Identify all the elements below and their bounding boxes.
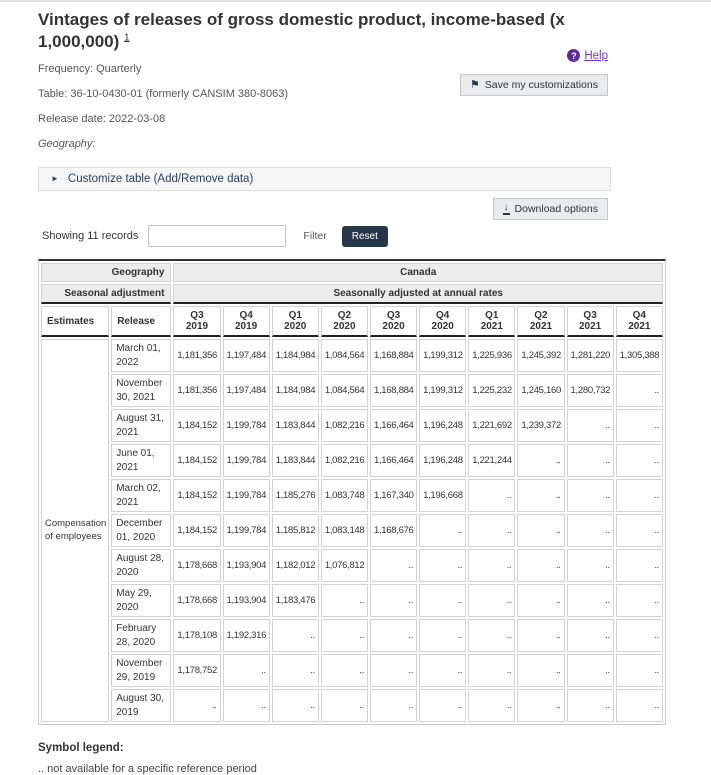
- value-cell: ..: [517, 444, 564, 477]
- value-cell: ..: [468, 619, 515, 652]
- quarter-column-header: Q4 2021: [616, 306, 663, 337]
- value-cell: 1,183,844: [272, 444, 319, 477]
- value-cell: ..: [272, 689, 319, 722]
- quarter-column-header: Q1 2021: [468, 306, 515, 337]
- value-cell: 1,221,244: [468, 444, 515, 477]
- table-body: [41, 339, 663, 722]
- value-cell: ..: [468, 549, 515, 582]
- save-customizations-label: Save my customizations: [484, 79, 598, 91]
- value-cell: 1,168,884: [370, 339, 417, 372]
- value-cell: ..: [616, 514, 663, 547]
- frequency-text: Frequency: Quarterly: [38, 63, 142, 76]
- table-row: [41, 689, 663, 722]
- value-cell: ..: [616, 689, 663, 722]
- value-cell: 1,196,248: [419, 444, 466, 477]
- value-cell: ..: [616, 619, 663, 652]
- value-cell: ..: [616, 444, 663, 477]
- bookmark-icon: ⚑: [469, 78, 480, 91]
- value-cell: ..: [419, 584, 466, 617]
- table-row: [41, 654, 663, 687]
- release-date-cell: August 28, 2020: [111, 549, 171, 582]
- value-cell: 1,199,784: [223, 479, 270, 512]
- help-link[interactable]: [567, 49, 608, 62]
- value-cell: ..: [321, 654, 368, 687]
- value-cell: ..: [419, 689, 466, 722]
- value-cell: 1,184,152: [173, 514, 220, 547]
- value-cell: ..: [419, 654, 466, 687]
- value-cell: ..: [272, 654, 319, 687]
- value-cell: 1,245,160: [517, 374, 564, 407]
- value-cell: ..: [419, 514, 466, 547]
- value-cell: 1,199,312: [419, 339, 466, 372]
- value-cell: 1,178,668: [173, 549, 220, 582]
- quarter-column-header: Q2 2020: [321, 306, 368, 337]
- seasonal-header-cell: Seasonal adjustment: [41, 284, 171, 304]
- value-cell: ..: [468, 654, 515, 687]
- value-cell: ..: [567, 444, 614, 477]
- value-cell: ..: [419, 549, 466, 582]
- value-cell: ..: [370, 619, 417, 652]
- value-cell: ..: [517, 549, 564, 582]
- help-icon: ?: [567, 49, 580, 62]
- value-cell: ..: [517, 619, 564, 652]
- value-cell: 1,168,676: [370, 514, 417, 547]
- value-cell: ..: [419, 619, 466, 652]
- value-cell: 1,076,812: [321, 549, 368, 582]
- value-cell: 1,184,152: [173, 409, 220, 442]
- value-cell: 1,199,784: [223, 514, 270, 547]
- quarter-column-header: Q1 2020: [272, 306, 319, 337]
- value-cell: ..: [567, 479, 614, 512]
- value-cell: ..: [567, 619, 614, 652]
- value-cell: 1,083,748: [321, 479, 368, 512]
- value-cell: ..: [616, 654, 663, 687]
- value-cell: 1,225,936: [468, 339, 515, 372]
- quarter-column-header: Q4 2019: [223, 306, 270, 337]
- release-date-cell: August 31, 2021: [111, 409, 171, 442]
- value-cell: 1,178,108: [173, 619, 220, 652]
- release-date-cell: March 01, 2022: [111, 339, 171, 372]
- reset-button[interactable]: Reset: [342, 226, 388, 247]
- value-cell: 1,193,904: [223, 584, 270, 617]
- value-cell: 1,084,564: [321, 339, 368, 372]
- value-cell: 1,185,812: [272, 514, 319, 547]
- customize-table-label: Customize table (Add/Remove data): [67, 173, 254, 186]
- value-cell: ..: [370, 549, 417, 582]
- value-cell: ..: [567, 514, 614, 547]
- value-cell: ..: [567, 654, 614, 687]
- table-row: [41, 584, 663, 617]
- expand-triangle-icon: ►: [51, 174, 59, 184]
- release-column-header: Release: [111, 306, 171, 337]
- value-cell: ..: [517, 584, 564, 617]
- release-date-cell: August 30, 2019: [111, 689, 171, 722]
- filter-button[interactable]: Filter: [297, 229, 332, 243]
- release-date-cell: November 29, 2019: [111, 654, 171, 687]
- release-date-cell: June 01, 2021: [111, 444, 171, 477]
- seasonal-adjustment-row: [41, 284, 663, 304]
- value-cell: ..: [272, 619, 319, 652]
- value-cell: ..: [468, 514, 515, 547]
- value-cell: ..: [468, 479, 515, 512]
- value-cell: 1,197,484: [223, 339, 270, 372]
- value-cell: ..: [567, 409, 614, 442]
- table-row: [41, 339, 663, 372]
- value-cell: 1,196,248: [419, 409, 466, 442]
- value-cell: ..: [321, 689, 368, 722]
- value-cell: 1,184,152: [173, 479, 220, 512]
- value-cell: 1,178,752: [173, 654, 220, 687]
- release-date-cell: February 28, 2020: [111, 619, 171, 652]
- release-date-text: Release date: 2022-03-08: [38, 113, 166, 126]
- table-row: [41, 444, 663, 477]
- page-title-text: Vintages of releases of gross domestic product, income-based (x 1,000,000): [38, 10, 565, 52]
- table-row: [41, 619, 663, 652]
- value-cell: 1,168,884: [370, 374, 417, 407]
- value-cell: ..: [321, 619, 368, 652]
- table-row: [41, 409, 663, 442]
- value-cell: 1,245,392: [517, 339, 564, 372]
- quarter-column-header: Q3 2021: [567, 306, 614, 337]
- value-cell: ..: [468, 689, 515, 722]
- customize-table-accordion[interactable]: [38, 167, 611, 191]
- value-cell: 1,181,356: [173, 374, 220, 407]
- value-cell: 1,199,312: [419, 374, 466, 407]
- value-cell: 1,196,668: [419, 479, 466, 512]
- value-cell: ..: [370, 584, 417, 617]
- value-cell: ..: [616, 549, 663, 582]
- value-cell: ..: [517, 479, 564, 512]
- vintages-table: [38, 259, 666, 725]
- quarter-column-header: Q2 2021: [517, 306, 564, 337]
- value-cell: 1,178,668: [173, 584, 220, 617]
- value-cell: ..: [370, 689, 417, 722]
- footnote-link[interactable]: 1: [124, 32, 130, 44]
- help-label: Help: [584, 49, 608, 62]
- value-cell: 1,193,904: [223, 549, 270, 582]
- value-cell: 1,184,984: [272, 339, 319, 372]
- value-cell: 1,083,148: [321, 514, 368, 547]
- symbol-legend-item: .. not available for a specific reference period: [38, 763, 257, 775]
- quarter-column-header: Q4 2020: [419, 306, 466, 337]
- symbol-legend: [38, 742, 711, 775]
- table-row: [41, 479, 663, 512]
- estimates-column-header: Estimates: [41, 306, 109, 337]
- value-cell: ..: [616, 479, 663, 512]
- value-cell: ..: [370, 654, 417, 687]
- value-cell: 1,184,152: [173, 444, 220, 477]
- filter-row: [42, 223, 711, 249]
- value-cell: 1,084,564: [321, 374, 368, 407]
- download-row: [38, 197, 608, 221]
- value-cell: 1,183,844: [272, 409, 319, 442]
- value-cell: ..: [517, 514, 564, 547]
- value-cell: 1,167,340: [370, 479, 417, 512]
- value-cell: 1,199,784: [223, 409, 270, 442]
- download-icon: ↓: [503, 202, 509, 214]
- value-cell: 1,166,464: [370, 409, 417, 442]
- value-cell: 1,181,356: [173, 339, 220, 372]
- column-header-row: [41, 306, 663, 337]
- value-cell: ..: [616, 409, 663, 442]
- value-cell: ..: [223, 689, 270, 722]
- release-date-cell: May 29, 2020: [111, 584, 171, 617]
- symbol-legend-title: Symbol legend:: [38, 742, 124, 755]
- value-cell: 1,281,220: [567, 339, 614, 372]
- value-cell: 1,199,784: [223, 444, 270, 477]
- release-date-cell: December 01, 2020: [111, 514, 171, 547]
- table-row: [41, 549, 663, 582]
- value-cell: ..: [517, 654, 564, 687]
- value-cell: 1,239,372: [517, 409, 564, 442]
- value-cell: ..: [567, 549, 614, 582]
- geography-value-cell: Canada: [173, 263, 663, 282]
- value-cell: ..: [223, 654, 270, 687]
- value-cell: ..: [567, 584, 614, 617]
- release-date-cell: November 30, 2021: [111, 374, 171, 407]
- value-cell: 1,082,216: [321, 409, 368, 442]
- value-cell: 1,225,232: [468, 374, 515, 407]
- value-cell: 1,183,476: [272, 584, 319, 617]
- value-cell: 1,192,316: [223, 619, 270, 652]
- table-row: [41, 374, 663, 407]
- quarter-column-header: Q3 2020: [370, 306, 417, 337]
- value-cell: 1,197,484: [223, 374, 270, 407]
- value-cell: 1,166,464: [370, 444, 417, 477]
- value-cell: 1,305,388: [616, 339, 663, 372]
- value-cell: ..: [173, 689, 220, 722]
- value-cell: ..: [468, 584, 515, 617]
- value-cell: ..: [517, 689, 564, 722]
- quarter-column-header: Q3 2019: [173, 306, 220, 337]
- value-cell: ..: [616, 584, 663, 617]
- value-cell: 1,280,732: [567, 374, 614, 407]
- geography-header-cell: Geography: [41, 263, 171, 282]
- seasonal-value-cell: Seasonally adjusted at annual rates: [173, 284, 663, 304]
- geography-label: Geography:: [38, 138, 96, 151]
- estimate-name-cell: Compensation of employees: [41, 339, 109, 722]
- page-title: [38, 9, 623, 53]
- table-number-text: Table: 36-10-0430-01 (formerly CANSIM 380-8063): [38, 88, 289, 101]
- value-cell: ..: [567, 689, 614, 722]
- download-options-label: Download options: [514, 203, 598, 216]
- value-cell: ..: [616, 374, 663, 407]
- value-cell: 1,185,276: [272, 479, 319, 512]
- geography-header-row: [41, 263, 663, 282]
- value-cell: 1,182,012: [272, 549, 319, 582]
- value-cell: 1,184,984: [272, 374, 319, 407]
- value-cell: 1,221,692: [468, 409, 515, 442]
- value-cell: ..: [321, 584, 368, 617]
- release-date-cell: March 02, 2021: [111, 479, 171, 512]
- value-cell: 1,082,216: [321, 444, 368, 477]
- download-options-button[interactable]: [493, 198, 608, 220]
- record-count-text: Showing 11 records: [42, 230, 139, 243]
- save-customizations-button[interactable]: [460, 74, 608, 96]
- table-row: [41, 514, 663, 547]
- filter-input[interactable]: [148, 225, 286, 247]
